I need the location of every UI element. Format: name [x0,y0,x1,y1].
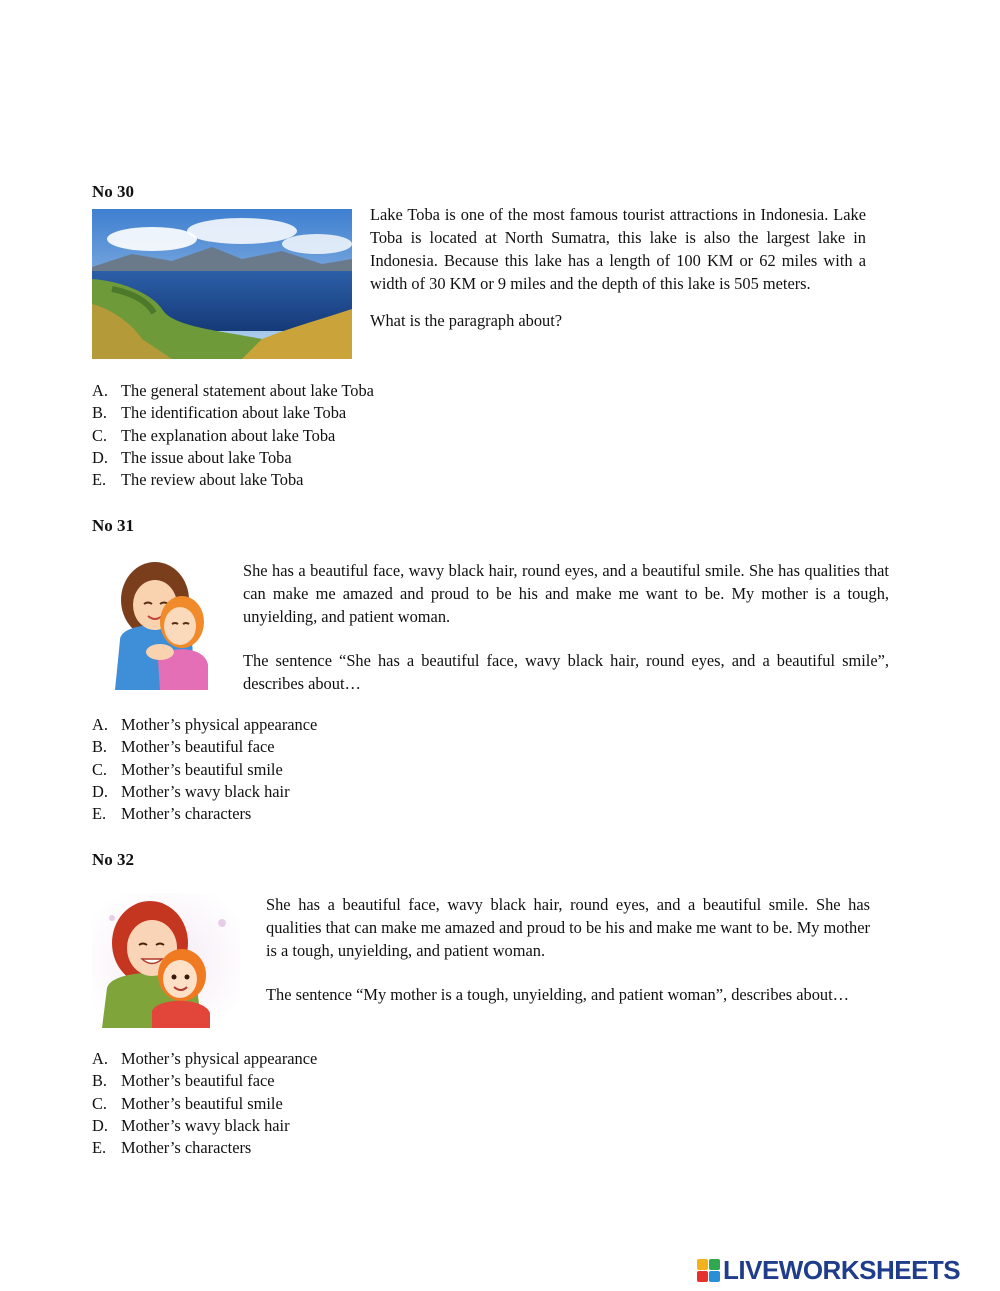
question-30-number: No 30 [92,182,135,201]
logo-tile-icon [709,1259,720,1270]
option-text: Mother’s beautiful smile [121,1093,283,1113]
option-item [92,1093,317,1115]
option-letter: A. [92,1049,108,1068]
option-item [92,380,374,402]
option-item [92,714,317,736]
question-32-prompt: The sentence “My mother is a tough, unyielding, and patient woman”, describes about… [266,985,850,1004]
option-text: The explanation about lake Toba [121,425,336,445]
option-text: Mother’s characters [121,1138,252,1158]
question-32-options [92,1048,317,1159]
option-letter: A. [92,715,108,734]
question-31-prompt: The sentence “She has a beautiful face, wavy black hair, round eyes, and a beautiful smile”, describes about… [243,651,889,693]
logo-text: LIVEWORKSHEETS [723,1254,961,1285]
option-letter: A. [92,381,108,400]
option-item [92,1070,317,1092]
question-32-number: No 32 [92,850,135,869]
option-item [92,781,317,803]
question-32-paragraph: She has a beautiful face, wavy black hair, round eyes, and a beautiful smile. She has qualities that can make me amazed and proud to be his and make me want to be. My mother is a tough, unyielding, and patient woman. [266,895,870,960]
mother-hug-illustration [110,560,215,690]
option-item [92,1137,317,1159]
option-letter: D. [92,781,108,801]
option-letter: B. [92,737,108,757]
logo-tile-icon [697,1259,708,1270]
option-letter: D. [92,1115,108,1135]
option-letter: B. [92,403,108,423]
question-31-passage [243,559,889,695]
liveworksheets-logo[interactable] [697,1254,960,1286]
option-text: Mother’s characters [121,804,252,824]
option-item [92,803,317,825]
option-text: Mother’s beautiful smile [121,759,283,779]
option-text: Mother’s physical appearance [121,715,318,734]
option-letter: E. [92,1138,107,1158]
option-text: The identification about lake Toba [121,403,347,423]
question-30-options [92,380,374,491]
option-item [92,447,374,469]
option-item [92,1048,317,1070]
option-item [92,759,317,781]
option-letter: C. [92,1093,108,1113]
liveworksheets-logo-icon [697,1259,720,1282]
option-text: The review about lake Toba [121,470,304,490]
lake-toba-image [92,209,352,359]
option-letter: D. [92,447,108,467]
option-item [92,402,374,424]
question-31-options [92,714,317,825]
option-letter: C. [92,759,108,779]
option-item [92,736,317,758]
option-item [92,425,374,447]
option-text: Mother’s physical appearance [121,1049,318,1068]
question-30-passage [370,203,866,332]
option-text: Mother’s beautiful face [121,1071,275,1091]
option-text: Mother’s wavy black hair [121,781,290,801]
option-letter: E. [92,470,107,490]
option-letter: B. [92,1071,108,1091]
option-item [92,469,374,491]
question-31-number: No 31 [92,516,135,535]
question-32-passage [266,893,870,1006]
option-item [92,1115,317,1137]
option-text: The general statement about lake Toba [121,381,374,400]
mother-daughter-illustration [92,893,240,1028]
question-30-paragraph: Lake Toba is one of the most famous tourist attractions in Indonesia. Lake Toba is located at North Sumatra, this lake is also the largest lake in Indonesia. Because this lake has a length of 100 KM or 62 miles with a width of 30 KM or 9 miles and the depth of this lake is 505 meters. [370,205,866,293]
option-letter: C. [92,425,108,445]
option-text: The issue about lake Toba [121,447,292,467]
option-text: Mother’s beautiful face [121,737,275,757]
question-30-prompt: What is the paragraph about? [370,311,563,330]
question-31-paragraph: She has a beautiful face, wavy black hair, round eyes, and a beautiful smile. She has qualities that can make me amazed and proud to be his and make me want to be. My mother is a tough, unyielding, and patient woman. [243,561,889,626]
option-letter: E. [92,804,107,824]
logo-tile-icon [697,1271,708,1282]
logo-tile-icon [709,1271,720,1282]
option-text: Mother’s wavy black hair [121,1115,290,1135]
